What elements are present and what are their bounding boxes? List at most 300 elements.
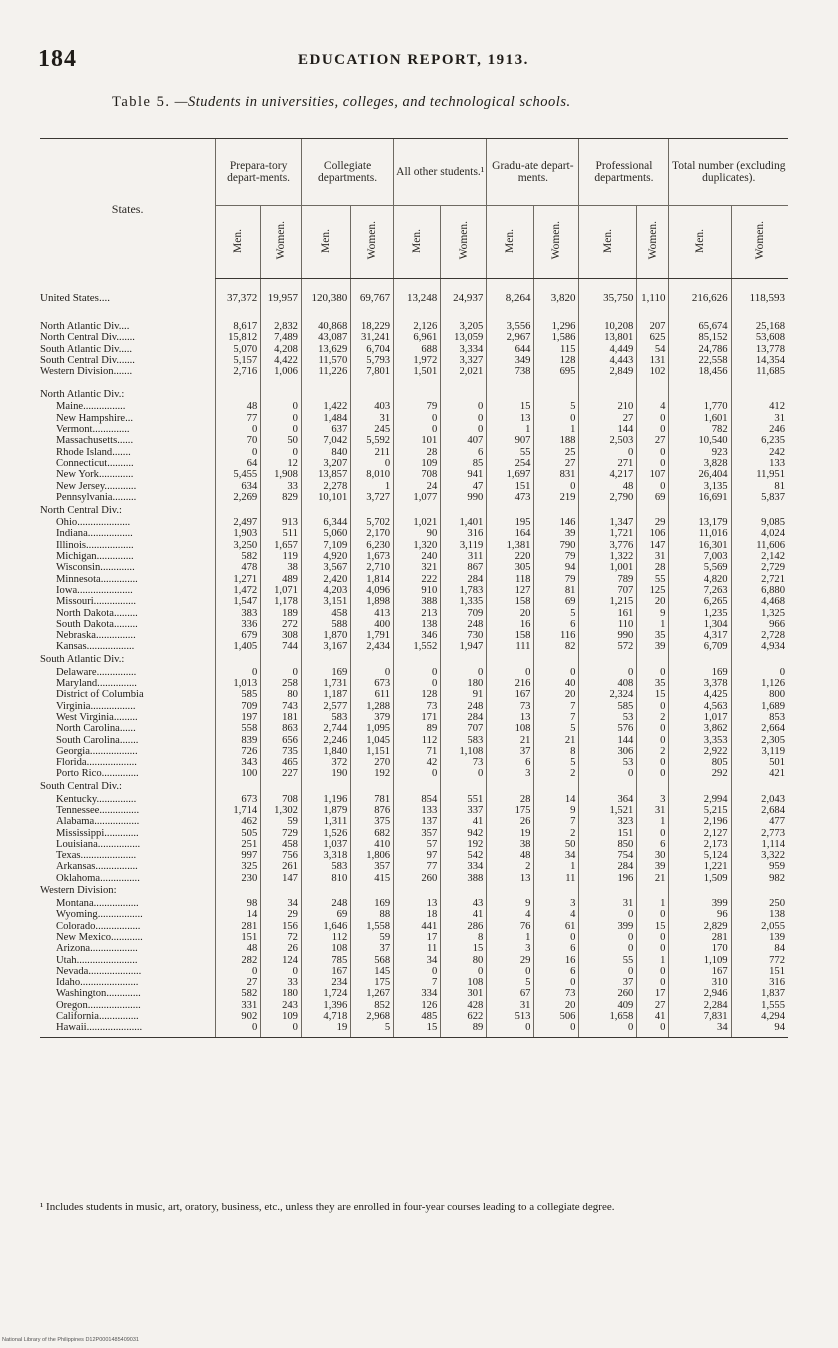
state-name: Maine................ — [56, 401, 126, 413]
cell-value: 18,456 — [669, 366, 731, 377]
page-number: 184 — [38, 46, 77, 72]
state-name: Tennessee............... — [56, 804, 140, 816]
cell-value: 0 — [534, 977, 579, 988]
cell-value: 248 — [441, 619, 487, 630]
cell-value: 72 — [261, 932, 302, 943]
cell-value: 301 — [441, 988, 487, 999]
state-name: North Central Div.: — [40, 504, 122, 516]
cell-value: 82 — [534, 641, 579, 652]
cell-value: 0 — [637, 768, 669, 779]
cell-value: 5 — [534, 757, 579, 768]
state-name: Florida................... — [56, 757, 137, 769]
cell-value: 197 — [216, 712, 261, 723]
cell-value: 151 — [216, 932, 261, 943]
cell-value: 15 — [487, 401, 534, 412]
cell-value: 458 — [261, 839, 302, 850]
cell-value: 3,776 — [579, 540, 637, 551]
cell-value: 43,087 — [301, 332, 350, 343]
cell-value — [637, 503, 669, 517]
cell-value: 2,173 — [669, 839, 731, 850]
cell-value: 0 — [261, 447, 302, 458]
cell-value: 551 — [441, 794, 487, 805]
table-row — [40, 1022, 788, 1037]
cell-value: 902 — [216, 1011, 261, 1022]
cell-value — [579, 311, 637, 321]
cell-value: 0 — [637, 424, 669, 435]
cell-value: 0 — [637, 943, 669, 954]
cell-value: 270 — [351, 757, 394, 768]
cell-value: 118 — [487, 574, 534, 585]
state-name: Idaho...................... — [56, 977, 139, 989]
cell-value: 20 — [534, 689, 579, 700]
cell-value: 111 — [487, 641, 534, 652]
cell-value: 27 — [637, 1000, 669, 1011]
cell-value: 2,055 — [731, 921, 788, 932]
cell-value: 637 — [301, 424, 350, 435]
cell-value: 77 — [394, 861, 441, 872]
cell-value: 867 — [441, 562, 487, 573]
state-name: Colorado................. — [56, 920, 141, 932]
cell-value: 744 — [261, 641, 302, 652]
cell-value: 1,302 — [261, 805, 302, 816]
cell-value: 754 — [579, 850, 637, 861]
cell-value: 26 — [487, 816, 534, 827]
spacer-row — [40, 377, 788, 387]
cell-value — [579, 653, 637, 667]
cell-value: 1,721 — [579, 528, 637, 539]
cell-value: 708 — [394, 469, 441, 480]
cell-value: 1 — [534, 861, 579, 872]
cell-value — [394, 653, 441, 667]
cell-value: 441 — [394, 921, 441, 932]
cell-value: 6 — [487, 757, 534, 768]
cell-value: 25,168 — [731, 321, 788, 332]
cell-value: 1,947 — [441, 641, 487, 652]
cell-value — [487, 503, 534, 517]
table-header — [40, 139, 788, 279]
cell-value: 2,043 — [731, 794, 788, 805]
cell-value: 120,380 — [301, 279, 350, 312]
cell-value — [351, 377, 394, 387]
cell-value: 542 — [441, 850, 487, 861]
cell-value — [637, 387, 669, 401]
men-label: Men. — [504, 228, 517, 253]
cell-value: 242 — [731, 447, 788, 458]
cell-value: 2,305 — [731, 735, 788, 746]
cell-value — [441, 503, 487, 517]
cell-value: 88 — [351, 909, 394, 920]
cell-value: 1,731 — [301, 678, 350, 689]
cell-value: 409 — [579, 1000, 637, 1011]
cell-value: 1,791 — [351, 630, 394, 641]
cell-value: 0 — [216, 1022, 261, 1037]
cell-value: 0 — [637, 932, 669, 943]
cell-value: 131 — [637, 355, 669, 366]
cell-value: 42 — [394, 757, 441, 768]
cell-value: 462 — [216, 816, 261, 827]
cell-value: 107 — [637, 469, 669, 480]
women-column-header — [441, 206, 487, 279]
cell-value: 2,849 — [579, 366, 637, 377]
cell-value: 175 — [487, 805, 534, 816]
cell-value: 2,324 — [579, 689, 637, 700]
cell-value: 513 — [487, 1011, 534, 1022]
cell-value: 4,208 — [261, 344, 302, 355]
cell-value: 230 — [216, 873, 261, 884]
cell-value: 942 — [441, 828, 487, 839]
cell-value: 281 — [216, 921, 261, 932]
cell-value — [534, 653, 579, 667]
cell-value: 1,325 — [731, 608, 788, 619]
cell-value — [261, 311, 302, 321]
cell-value: 585 — [216, 689, 261, 700]
students-table — [40, 138, 788, 1038]
cell-value: 316 — [441, 528, 487, 539]
cell-value: 7,489 — [261, 332, 302, 343]
cell-value: 24,786 — [669, 344, 731, 355]
cell-value: 13,179 — [669, 517, 731, 528]
cell-value: 145 — [351, 966, 394, 977]
cell-value: 3,567 — [301, 562, 350, 573]
cell-value: 1 — [487, 932, 534, 943]
cell-value — [669, 387, 731, 401]
cell-value: 116 — [534, 630, 579, 641]
table-row — [40, 723, 788, 734]
cell-value: 0 — [441, 966, 487, 977]
state-name: South Dakota......... — [56, 618, 138, 630]
table-row — [40, 921, 788, 932]
cell-value — [487, 311, 534, 321]
cell-value: 1 — [534, 424, 579, 435]
cell-value: 0 — [487, 1022, 534, 1037]
cell-value: 10,101 — [301, 492, 350, 503]
cell-value — [669, 377, 731, 387]
cell-value: 1,657 — [261, 540, 302, 551]
cell-value — [534, 780, 579, 794]
cell-value — [441, 377, 487, 387]
table-row — [40, 828, 788, 839]
cell-value: 0 — [637, 701, 669, 712]
section-heading-row — [40, 653, 788, 667]
cell-value: 10,540 — [669, 435, 731, 446]
cell-value: 144 — [579, 424, 637, 435]
cell-value — [534, 503, 579, 517]
cell-value: 756 — [261, 850, 302, 861]
cell-value: 11 — [534, 873, 579, 884]
cell-value: 6 — [534, 619, 579, 630]
cell-value: 11,606 — [731, 540, 788, 551]
cell-value: 158 — [487, 596, 534, 607]
cell-value: 128 — [534, 355, 579, 366]
library-stamp: National Library of the Philippines D12P0001485409031 — [2, 1337, 139, 1343]
cell-value: 108 — [441, 977, 487, 988]
cell-value: 321 — [394, 562, 441, 573]
cell-value: 473 — [487, 492, 534, 503]
cell-value — [534, 377, 579, 387]
cell-value: 0 — [579, 667, 637, 678]
cell-value: 240 — [394, 551, 441, 562]
cell-value: 31 — [731, 413, 788, 424]
state-name: Montana................. — [56, 898, 139, 910]
cell-value: 2 — [637, 746, 669, 757]
cell-value: 1,381 — [487, 540, 534, 551]
cell-value — [534, 387, 579, 401]
cell-value: 1,320 — [394, 540, 441, 551]
cell-value: 383 — [216, 608, 261, 619]
cell-value: 94 — [534, 562, 579, 573]
cell-value: 1,646 — [301, 921, 350, 932]
state-name: Nevada.................... — [56, 965, 142, 977]
men-column-header — [216, 206, 261, 279]
cell-value: 25 — [534, 447, 579, 458]
cell-value: 2 — [487, 861, 534, 872]
men-column-header — [579, 206, 637, 279]
cell-value: 110 — [579, 619, 637, 630]
cell-value: 89 — [441, 1022, 487, 1037]
cell-value: 73 — [441, 757, 487, 768]
cell-value: 81 — [534, 585, 579, 596]
cell-value: 100 — [216, 768, 261, 779]
cell-value: 568 — [351, 955, 394, 966]
cell-value: 61 — [534, 921, 579, 932]
cell-value: 151 — [731, 966, 788, 977]
cell-value: 48 — [216, 943, 261, 954]
cell-value: 0 — [216, 424, 261, 435]
cell-value: 31 — [351, 413, 394, 424]
cell-value: 800 — [731, 689, 788, 700]
cell-value: 31 — [637, 805, 669, 816]
cell-value: 1,151 — [351, 746, 394, 757]
cell-value: 34 — [394, 955, 441, 966]
cell-value: 5 — [351, 1022, 394, 1037]
cell-value — [534, 311, 579, 321]
cell-value: 27 — [637, 435, 669, 446]
cell-value — [731, 377, 788, 387]
cell-value: 0 — [441, 401, 487, 412]
cell-value: 14 — [216, 909, 261, 920]
cell-value: 0 — [731, 667, 788, 678]
cell-value: 403 — [351, 401, 394, 412]
cell-value: 9 — [637, 608, 669, 619]
cell-value: 24,937 — [441, 279, 487, 312]
table-row — [40, 816, 788, 827]
cell-value: 13 — [487, 712, 534, 723]
cell-value — [394, 503, 441, 517]
cell-value: 13 — [394, 898, 441, 909]
cell-value: 959 — [731, 861, 788, 872]
cell-value: 84 — [731, 943, 788, 954]
cell-value: 20 — [487, 608, 534, 619]
table-row — [40, 596, 788, 607]
cell-value: 4,468 — [731, 596, 788, 607]
cell-value: 2,968 — [351, 1011, 394, 1022]
table-title — [112, 94, 571, 111]
state-name: New York............. — [56, 469, 134, 481]
cell-value: 7,042 — [301, 435, 350, 446]
cell-value — [351, 884, 394, 898]
cell-value: 458 — [301, 608, 350, 619]
cell-value — [351, 503, 394, 517]
women-column-header — [637, 206, 669, 279]
cell-value: 5,837 — [731, 492, 788, 503]
cell-value: 1,311 — [301, 816, 350, 827]
men-label: Men. — [694, 228, 707, 253]
cell-value: 0 — [637, 413, 669, 424]
cell-value: 22,558 — [669, 355, 731, 366]
cell-value: 81 — [731, 481, 788, 492]
cell-value: 789 — [579, 574, 637, 585]
cell-value: 17 — [637, 988, 669, 999]
cell-value: 910 — [394, 585, 441, 596]
cell-value — [534, 884, 579, 898]
cell-value: 679 — [216, 630, 261, 641]
cell-value: 0 — [261, 667, 302, 678]
cell-value: 1,422 — [301, 401, 350, 412]
state-name: North Central Div....... — [40, 332, 135, 344]
state-name: Massachusetts...... — [56, 435, 134, 447]
cell-value: 0 — [534, 413, 579, 424]
cell-value: 0 — [637, 1022, 669, 1037]
cell-value — [637, 377, 669, 387]
cell-value: 743 — [261, 701, 302, 712]
cell-value: 2,246 — [301, 735, 350, 746]
cell-value: 1,501 — [394, 366, 441, 377]
women-label: Women. — [366, 221, 379, 260]
men-column-header — [669, 206, 731, 279]
cell-value: 54 — [637, 344, 669, 355]
cell-value: 0 — [441, 413, 487, 424]
cell-value: 2 — [534, 768, 579, 779]
cell-value: 151 — [487, 481, 534, 492]
cell-value: 284 — [441, 574, 487, 585]
cell-value: 5 — [487, 977, 534, 988]
cell-value: 730 — [441, 630, 487, 641]
cell-value: 1,021 — [394, 517, 441, 528]
cell-value: 576 — [579, 723, 637, 734]
cell-value: 735 — [261, 746, 302, 757]
page-header — [38, 46, 778, 76]
cell-value: 611 — [351, 689, 394, 700]
cell-value: 3,727 — [351, 492, 394, 503]
cell-value: 139 — [731, 932, 788, 943]
cell-value — [669, 780, 731, 794]
cell-value: 1,304 — [669, 619, 731, 630]
cell-value: 682 — [351, 828, 394, 839]
cell-value: 511 — [261, 528, 302, 539]
cell-value: 1,347 — [579, 517, 637, 528]
table-row — [40, 551, 788, 562]
cell-value: 707 — [441, 723, 487, 734]
cell-value: 337 — [441, 805, 487, 816]
cell-value: 1,521 — [579, 805, 637, 816]
cell-value: 57 — [394, 839, 441, 850]
table-row — [40, 447, 788, 458]
state-name: Minnesota.............. — [56, 573, 138, 585]
cell-value: 0 — [534, 481, 579, 492]
cell-value — [261, 884, 302, 898]
group-header-preparatory: Prepara-tory depart-ments. — [216, 139, 302, 206]
cell-value: 48 — [487, 850, 534, 861]
cell-value: 55 — [579, 955, 637, 966]
cell-value: 0 — [394, 966, 441, 977]
cell-value: 59 — [351, 932, 394, 943]
cell-value: 18 — [394, 909, 441, 920]
cell-value: 0 — [261, 413, 302, 424]
table-row — [40, 413, 788, 424]
table-row — [40, 366, 788, 377]
cell-value: 169 — [669, 667, 731, 678]
cell-value — [261, 780, 302, 794]
table-row — [40, 528, 788, 539]
cell-value — [441, 780, 487, 794]
cell-value — [216, 311, 261, 321]
state-name: Ohio.................... — [56, 517, 131, 529]
cell-value: 102 — [637, 366, 669, 377]
cell-value: 29 — [637, 517, 669, 528]
cell-value: 292 — [669, 768, 731, 779]
cell-value: 3,207 — [301, 458, 350, 469]
cell-value: 0 — [261, 424, 302, 435]
state-name: Wisconsin............. — [56, 562, 135, 574]
cell-value: 2,503 — [579, 435, 637, 446]
cell-value: 343 — [216, 757, 261, 768]
cell-value: 38 — [261, 562, 302, 573]
cell-value: 1,335 — [441, 596, 487, 607]
group-header-professional: Professional departments. — [579, 139, 669, 206]
cell-value: 5,793 — [351, 355, 394, 366]
cell-value: 9 — [487, 898, 534, 909]
cell-value: 1,322 — [579, 551, 637, 562]
cell-value: 35,750 — [579, 279, 637, 312]
cell-value: 26 — [261, 943, 302, 954]
cell-value: 1 — [487, 424, 534, 435]
cell-value: 583 — [301, 712, 350, 723]
cell-value: 5,592 — [351, 435, 394, 446]
table-row — [40, 988, 788, 999]
cell-value: 2,577 — [301, 701, 350, 712]
cell-value: 138 — [731, 909, 788, 920]
cell-value: 1,405 — [216, 641, 261, 652]
cell-value: 19,957 — [261, 279, 302, 312]
cell-value: 79 — [534, 551, 579, 562]
cell-value: 506 — [534, 1011, 579, 1022]
cell-value: 489 — [261, 574, 302, 585]
cell-value: 0 — [394, 678, 441, 689]
cell-value — [579, 780, 637, 794]
cell-value: 147 — [261, 873, 302, 884]
cell-value: 175 — [351, 977, 394, 988]
cell-value: 0 — [579, 943, 637, 954]
cell-value: 39 — [534, 528, 579, 539]
table-row — [40, 279, 788, 312]
cell-value: 4,425 — [669, 689, 731, 700]
cell-value: 2,773 — [731, 828, 788, 839]
state-name: Delaware............... — [56, 666, 137, 678]
cell-value: 583 — [301, 861, 350, 872]
cell-value: 195 — [487, 517, 534, 528]
table-row — [40, 805, 788, 816]
table-row — [40, 435, 788, 446]
state-name — [40, 377, 216, 387]
table-row — [40, 873, 788, 884]
cell-value: 1 — [351, 481, 394, 492]
cell-value: 210 — [579, 401, 637, 412]
cell-value: 2,829 — [669, 921, 731, 932]
cell-value: 0 — [637, 757, 669, 768]
cell-value — [216, 653, 261, 667]
cell-value: 39 — [637, 861, 669, 872]
group-header-graduate: Gradu-ate depart-ments. — [487, 139, 579, 206]
